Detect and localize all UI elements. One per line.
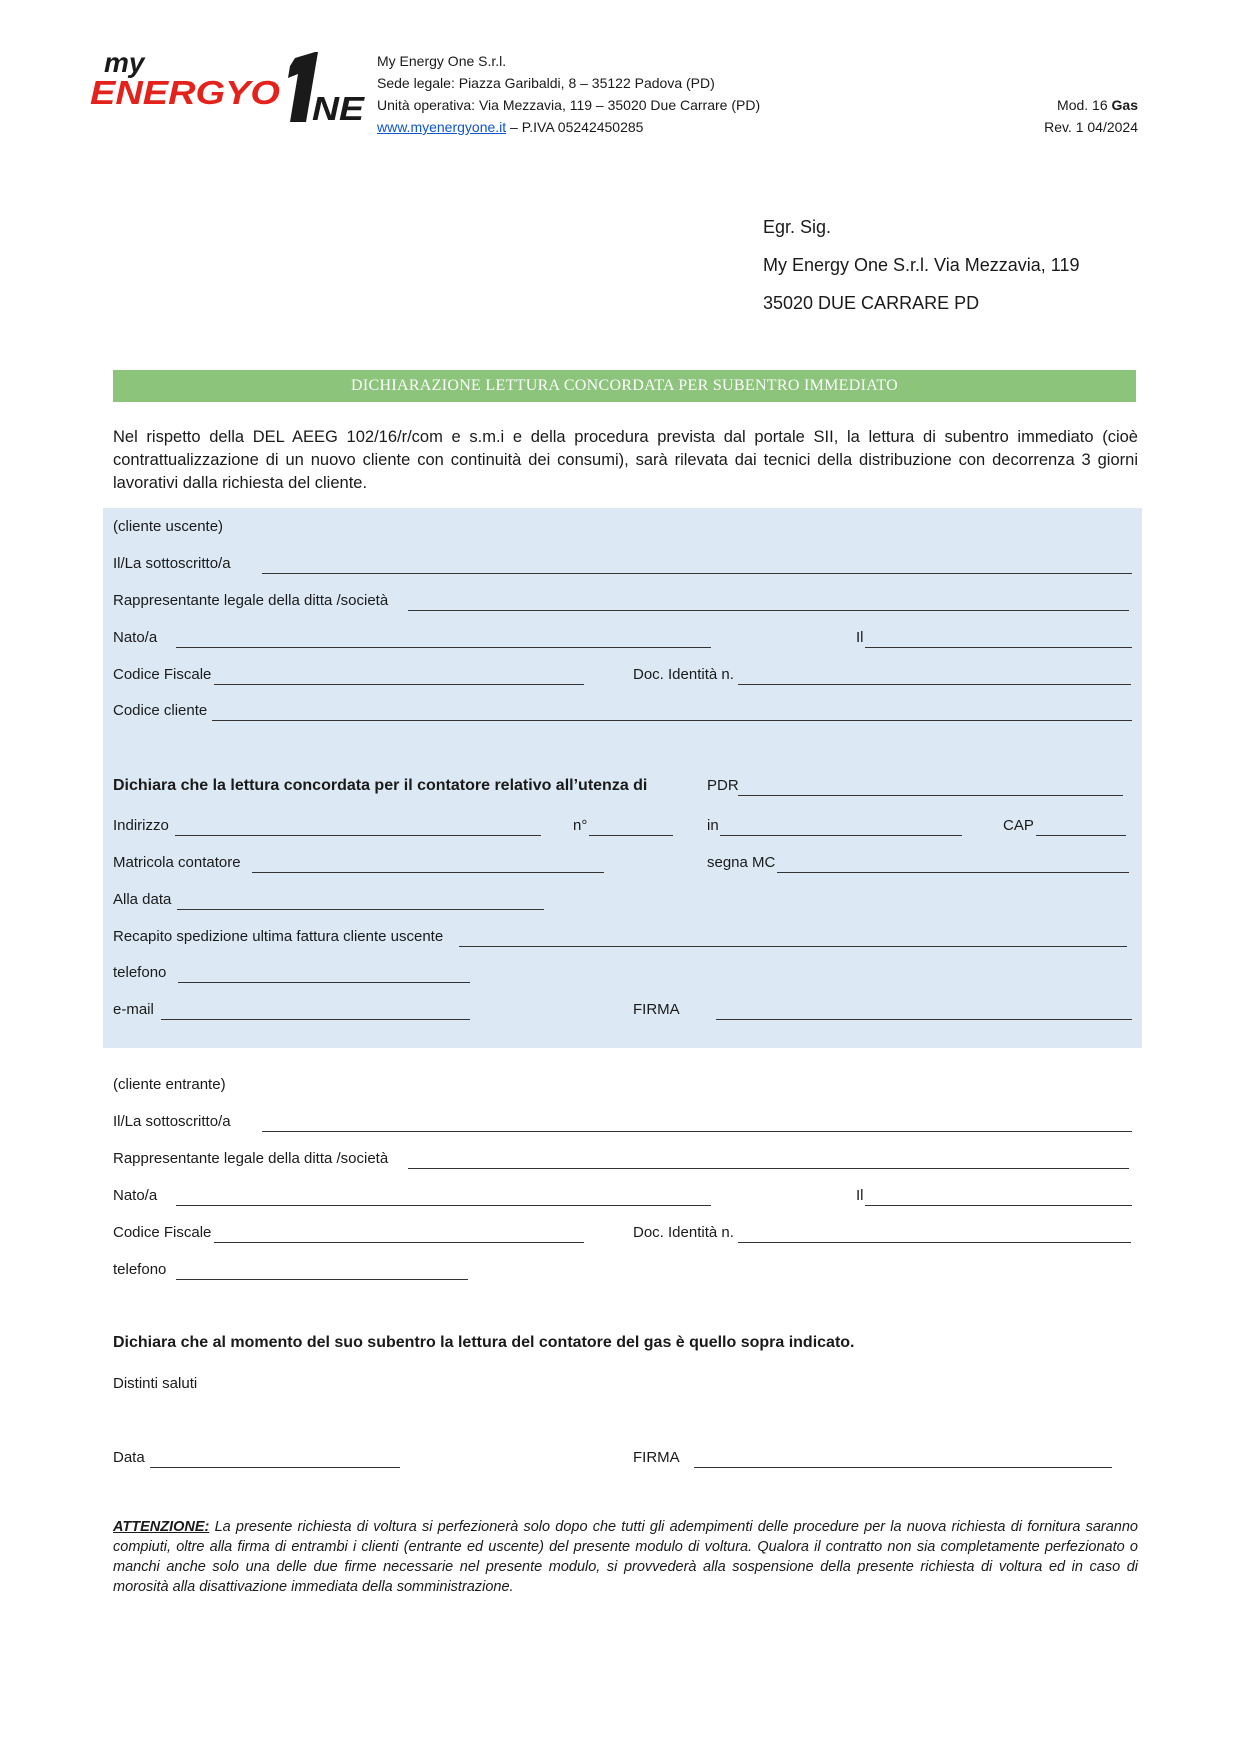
meter-reading-label: segna MC	[707, 854, 776, 871]
module-info	[1044, 94, 1138, 138]
company-name: My Energy One S.r.l.	[377, 53, 507, 69]
outgoing-birthdate-label: Il	[856, 629, 864, 646]
pdr-field[interactable]	[738, 795, 1123, 796]
outgoing-signer-field[interactable]	[262, 573, 1132, 574]
date-label: Data	[113, 1449, 145, 1466]
billing-address-label: Recapito spedizione ultima fattura cliente uscente	[113, 928, 444, 945]
recipient-line-2: My Energy One S.r.l. Via Mezzavia, 119	[763, 255, 1080, 275]
city-field[interactable]	[720, 835, 962, 836]
billing-address-field[interactable]	[459, 946, 1127, 947]
outgoing-tax-code-label: Codice Fiscale	[113, 666, 212, 683]
company-logo	[90, 48, 365, 126]
outgoing-email-label: e-mail	[113, 1001, 154, 1018]
incoming-phone-field[interactable]	[176, 1279, 468, 1280]
outgoing-birthplace-field[interactable]	[176, 647, 711, 648]
logo-ne: NE	[312, 90, 365, 126]
outgoing-title: (cliente uscente)	[113, 518, 224, 535]
incoming-id-doc-field[interactable]	[738, 1242, 1131, 1243]
attention-text: La presente richiesta di voltura si perfezionerà solo dopo che tutti gli adempimenti delle procedure per la nuova richiesta di fornitura saranno compiuti, oltre alla firma di entrambi i clienti (entrante ed uscente) del presente modulo di voltura. Qualora il contratto non sia completamente perfezionato o manchi anche solo una delle due firme necessarie nel presente modulo, si provvederà alla sospensione della presente richiesta di voltura ed in caso di morosità alla disattivazione immediata della somministrazione.	[113, 1519, 1138, 1595]
outgoing-id-doc-field[interactable]	[738, 684, 1131, 685]
incoming-signature-label: FIRMA	[633, 1449, 680, 1466]
incoming-id-doc-label: Doc. Identità n.	[633, 1224, 734, 1241]
web-piva-line	[377, 116, 760, 138]
recipient-line-3: 35020 DUE CARRARE PD	[763, 293, 980, 313]
incoming-phone-label: telefono	[113, 1261, 167, 1278]
incoming-birthdate-field[interactable]	[865, 1205, 1132, 1206]
logo-my: my	[104, 48, 145, 78]
reading-date-label: Alla data	[113, 891, 172, 908]
attention-note	[113, 1517, 1138, 1597]
attention-label: ATTENZIONE:	[113, 1519, 210, 1535]
outgoing-birthdate-field[interactable]	[865, 647, 1132, 648]
logo-energy: ENERGYO	[90, 74, 281, 111]
address-field[interactable]	[175, 835, 541, 836]
closing-greeting: Distinti saluti	[113, 1375, 198, 1392]
unita-operativa: Unità operativa: Via Mezzavia, 119 – 35020 Due Carrare (PD)	[377, 97, 761, 113]
street-number-label: n°	[573, 817, 588, 834]
incoming-signer-label: Il/La sottoscritto/a	[113, 1113, 231, 1130]
outgoing-phone-label: telefono	[113, 964, 167, 981]
meter-serial-field[interactable]	[252, 872, 604, 873]
revision: Rev. 1 04/2024	[1044, 119, 1138, 135]
incoming-tax-code-label: Codice Fiscale	[113, 1224, 212, 1241]
postal-code-label: CAP	[1003, 817, 1034, 834]
outgoing-representative-field[interactable]	[408, 610, 1129, 611]
outgoing-client-code-field[interactable]	[212, 720, 1132, 721]
incoming-tax-code-field[interactable]	[214, 1242, 584, 1243]
company-info	[377, 50, 760, 138]
incoming-signature-field[interactable]	[694, 1467, 1112, 1468]
module-number	[1044, 94, 1138, 116]
piva: – P.IVA 05242450285	[506, 119, 644, 135]
date-field[interactable]	[150, 1467, 400, 1468]
recipient-address	[763, 208, 1079, 322]
incoming-signer-field[interactable]	[262, 1131, 1132, 1132]
meter-declaration-heading: Dichiara che la lettura concordata per il contatore relativo all’utenza di	[113, 777, 648, 794]
intro-paragraph: Nel rispetto della DEL AEEG 102/16/r/com e s.m.i e della procedura prevista dal portale SII, la lettura di subentro immediato (cioè contrattualizzazione di un nuovo cliente con continuità dei consumi), sarà rilevata dai tecnici della distribuzione con decorrenza 3 giorni lavorativi dalla richiesta del cliente.	[113, 428, 1138, 492]
incoming-title: (cliente entrante)	[113, 1076, 226, 1093]
meter-serial-label: Matricola contatore	[113, 854, 241, 871]
postal-code-field[interactable]	[1036, 835, 1126, 836]
incoming-birthdate-label: Il	[856, 1187, 864, 1204]
incoming-birthplace-field[interactable]	[176, 1205, 711, 1206]
city-label: in	[707, 817, 719, 834]
outgoing-signer-label: Il/La sottoscritto/a	[113, 555, 231, 572]
outgoing-client-code-label: Codice cliente	[113, 702, 208, 719]
module-type: Gas	[1111, 97, 1138, 113]
incoming-representative-field[interactable]	[408, 1168, 1129, 1169]
outgoing-tax-code-field[interactable]	[214, 684, 584, 685]
reading-date-field[interactable]	[177, 909, 544, 910]
address-label: Indirizzo	[113, 817, 169, 834]
incoming-representative-label: Rappresentante legale della ditta /società	[113, 1150, 389, 1167]
final-declaration: Dichiara che al momento del suo subentro la lettura del contatore del gas è quello sopra indicato.	[113, 1334, 855, 1351]
recipient-line-1: Egr. Sig.	[763, 217, 832, 237]
outgoing-id-doc-label: Doc. Identità n.	[633, 666, 734, 683]
outgoing-birthplace-label: Nato/a	[113, 629, 158, 646]
website-link[interactable]: www.myenergyone.it	[377, 119, 507, 135]
outgoing-signature-field[interactable]	[716, 1019, 1132, 1020]
outgoing-signature-label: FIRMA	[633, 1001, 680, 1018]
outgoing-representative-label: Rappresentante legale della ditta /società	[113, 592, 389, 609]
form-title-banner: DICHIARAZIONE LETTURA CONCORDATA PER SUBENTRO IMMEDIATO	[113, 370, 1136, 402]
meter-reading-field[interactable]	[777, 872, 1129, 873]
sede-legale: Sede legale: Piazza Garibaldi, 8 – 35122 Padova (PD)	[377, 75, 715, 91]
module-label: Mod. 16	[1057, 97, 1112, 113]
outgoing-phone-field[interactable]	[178, 982, 470, 983]
street-number-field[interactable]	[589, 835, 673, 836]
outgoing-email-field[interactable]	[161, 1019, 470, 1020]
pdr-label: PDR	[707, 777, 739, 794]
incoming-birthplace-label: Nato/a	[113, 1187, 158, 1204]
